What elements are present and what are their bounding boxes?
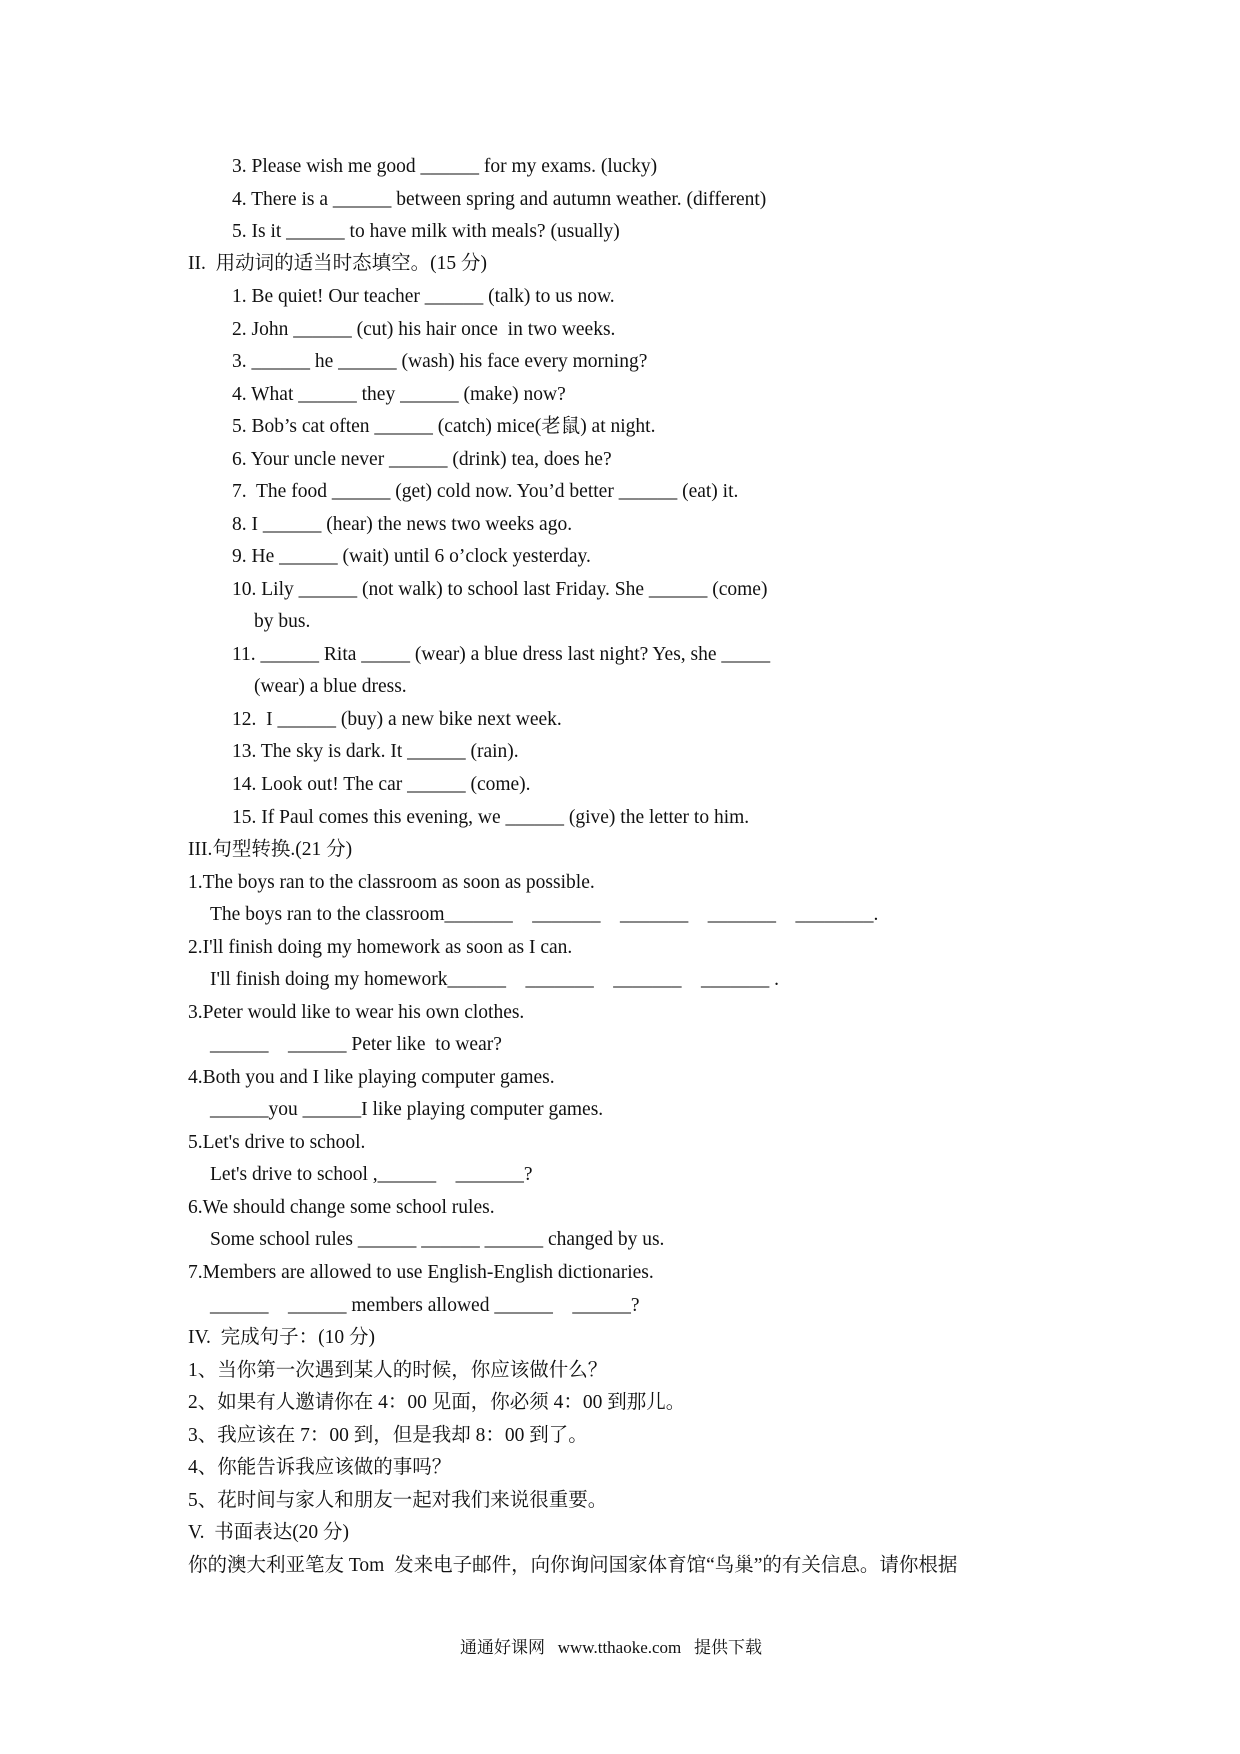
part2-item: 9. He ______ (wait) until 6 o’clock yesterday. [232, 546, 591, 567]
part1-item-4: 4. There is a ______ between spring and autumn weather. (different) [232, 189, 767, 210]
part2-item: 6. Your uncle never ______ (drink) tea, does he? [232, 449, 612, 470]
part5-intro: 你的澳大利亚笔友 Tom 发来电子邮件，向你询问国家体育馆“鸟巢”的有关信息。请你根据 [188, 1555, 958, 1576]
part4-item: 2、如果有人邀请你在 4：00 见面，你必须 4：00 到那儿。 [188, 1392, 686, 1413]
part2-title: II. 用动词的适当时态填空。(15 分) [188, 253, 487, 274]
part2-item: 2. John ______ (cut) his hair once in two weeks. [232, 319, 616, 340]
part4-item: 3、我应该在 7：00 到，但是我却 8：00 到了。 [188, 1425, 588, 1446]
part3-question: 4.Both you and I like playing computer games. [188, 1067, 555, 1088]
part2-item: 8. I ______ (hear) the news two weeks ago. [232, 514, 573, 535]
part3-question: 1.The boys ran to the classroom as soon as possible. [188, 872, 595, 893]
part4-title: IV. 完成句子：(10 分) [188, 1327, 376, 1348]
part2-item: 4. What ______ they ______ (make) now? [232, 384, 566, 405]
part3-answer-line: The boys ran to the classroom_______ _______ _______ _______ ________. [210, 904, 879, 925]
part2-item: 11. ______ Rita _____ (wear) a blue dress last night? Yes, she _____ [232, 644, 771, 665]
part1-item-5: 5. Is it ______ to have milk with meals? (usually) [232, 221, 620, 242]
part3-question: 3.Peter would like to wear his own clothes. [188, 1002, 525, 1023]
part2-item: 5. Bob’s cat often ______ (catch) mice(老鼠) at night. [232, 416, 656, 437]
part5-title: V. 书面表达(20 分) [188, 1522, 350, 1543]
part3-question: 2.I'll finish doing my homework as soon as I can. [188, 937, 573, 958]
part2-item: 3. ______ he ______ (wash) his face every morning? [232, 351, 648, 372]
part3-question: 5.Let's drive to school. [188, 1132, 366, 1153]
part1-item-3: 3. Please wish me good ______ for my exams. (lucky) [232, 156, 658, 177]
part3-answer-line: I'll finish doing my homework______ _______ _______ _______ . [210, 969, 779, 990]
part3-answer-line: Some school rules ______ ______ ______ changed by us. [210, 1229, 665, 1250]
part3-answer-line: ______ ______ members allowed ______ ______? [210, 1295, 640, 1316]
page-footer: 通通好课网 www.tthaoke.com 提供下载 [460, 1638, 763, 1657]
part4-item: 5、花时间与家人和朋友一起对我们来说很重要。 [188, 1490, 608, 1511]
part2-item: 10. Lily ______ (not walk) to school last Friday. She ______ (come) [232, 579, 768, 600]
part3-question: 6.We should change some school rules. [188, 1197, 495, 1218]
part3-question: 7.Members are allowed to use English-English dictionaries. [188, 1262, 654, 1283]
part2-item: 7. The food ______ (get) cold now. You’d better ______ (eat) it. [232, 481, 739, 502]
part2-item: 15. If Paul comes this evening, we ______ (give) the letter to him. [232, 807, 750, 828]
part3-answer-line: Let's drive to school ,______ _______? [210, 1164, 533, 1185]
part4-item: 1、当你第一次遇到某人的时候，你应该做什么？ [188, 1360, 608, 1381]
part3-answer-line: ______you ______I like playing computer games. [210, 1099, 604, 1120]
part3-title: III.句型转换.(21 分) [188, 839, 353, 860]
part2-item: 14. Look out! The car ______ (come). [232, 774, 531, 795]
part2-item: 13. The sky is dark. It ______ (rain). [232, 741, 519, 762]
part2-item-continued: (wear) a blue dress. [254, 676, 407, 697]
part4-item: 4、你能告诉我应该做的事吗？ [188, 1457, 452, 1478]
part2-item-continued: by bus. [254, 611, 311, 632]
part3-answer-line: ______ ______ Peter like to wear? [210, 1034, 502, 1055]
part2-item: 12. I ______ (buy) a new bike next week. [232, 709, 562, 730]
part2-item: 1. Be quiet! Our teacher ______ (talk) to us now. [232, 286, 615, 307]
